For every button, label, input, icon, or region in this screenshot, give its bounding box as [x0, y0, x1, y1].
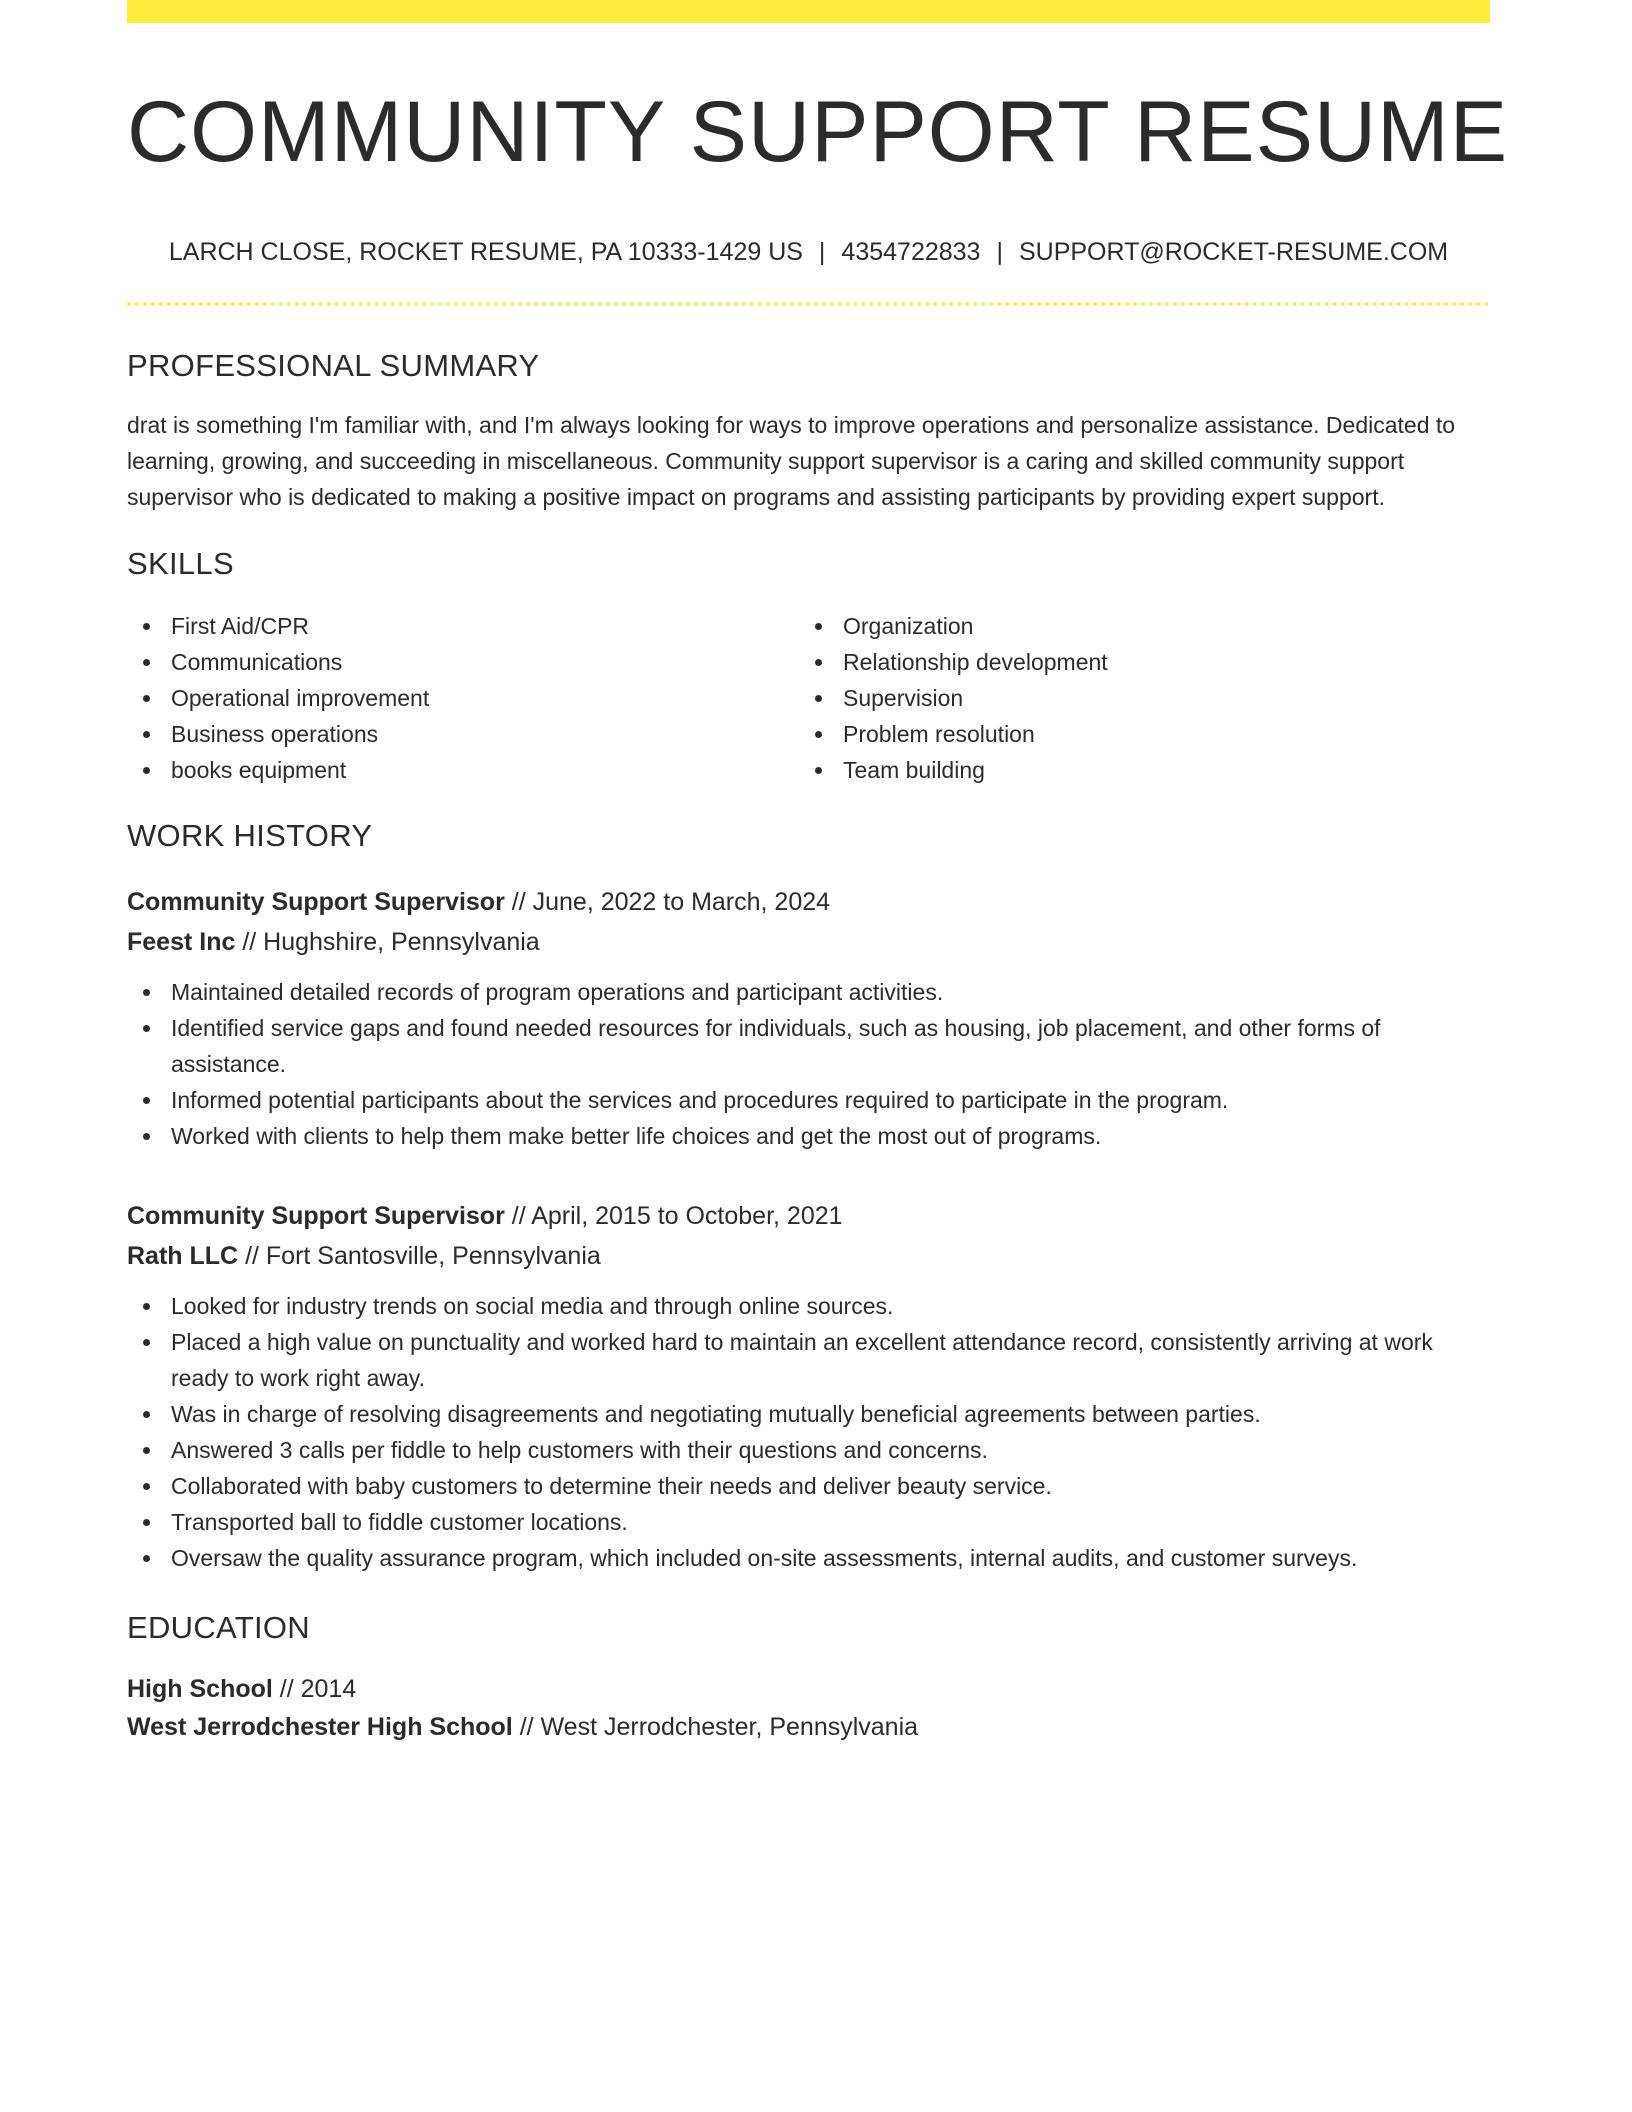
job-duty: Worked with clients to help them make better life choices and get the most out of programs. [127, 1118, 1490, 1154]
contact-line [127, 238, 1490, 267]
skill-item: Team building [799, 752, 1471, 788]
skill-item: books equipment [127, 752, 799, 788]
job-role-line [127, 882, 1490, 922]
contact-phone: 4354722833 [841, 237, 981, 266]
job-duty: Oversaw the quality assurance program, which included on-site assessments, internal audits, and customer surveys. [127, 1540, 1490, 1576]
skill-item: Business operations [127, 716, 799, 752]
summary-text: drat is something I'm familiar with, and I'm always looking for ways to improve operations and personalize assistance. Dedicated to learning, growing, and succeeding in miscellaneous. Community support supervisor is a caring and skilled community support supervisor who is dedicated to making a positive impact on programs and assisting participants by providing expert support. [127, 411, 1456, 510]
education-degree: High School [127, 1674, 273, 1703]
education-location: // West Jerrodchester, Pennsylvania [519, 1712, 919, 1741]
job-entry [127, 882, 1490, 1154]
section-title-work-history: WORK HISTORY [127, 817, 373, 853]
job-location: // Fort Santosville, Pennsylvania [245, 1241, 601, 1270]
skill-item: Organization [799, 608, 1471, 644]
contact-address: LARCH CLOSE, ROCKET RESUME, PA 10333-1429 US [168, 237, 803, 266]
job-role: Community Support Supervisor [127, 1201, 505, 1230]
section-title-education: EDUCATION [127, 1609, 310, 1645]
job-entry [127, 1196, 1490, 1576]
contact-separator: | [818, 237, 826, 266]
contact-email: SUPPORT@ROCKET-RESUME.COM [1018, 237, 1449, 266]
job-duty: Maintained detailed records of program operations and participant activities. [127, 974, 1490, 1010]
job-duty: Answered 3 calls per fiddle to help customers with their questions and concerns. [127, 1432, 1490, 1468]
job-duty: Placed a high value on punctuality and worked hard to maintain an excellent attendance record, consistently arriving at work ready to work right away. [127, 1324, 1490, 1396]
contact-separator: | [996, 237, 1003, 266]
top-accent-bar [127, 0, 1490, 23]
job-company: Rath LLC [127, 1241, 239, 1270]
dotted-divider [127, 302, 1490, 306]
job-role: Community Support Supervisor [127, 887, 505, 916]
job-duty: Collaborated with baby customers to determine their needs and deliver beauty service. [127, 1468, 1490, 1504]
education-entry [127, 1670, 1490, 1746]
job-company: Feest Inc [127, 927, 236, 956]
section-title-skills: SKILLS [127, 545, 234, 581]
skill-item: First Aid/CPR [127, 608, 799, 644]
job-duty: Identified service gaps and found needed resources for individuals, such as housing, job placement, and other forms of assistance. [127, 1010, 1490, 1082]
skill-item: Communications [127, 644, 799, 680]
job-dates: // April, 2015 to October, 2021 [511, 1201, 843, 1230]
job-dates: // June, 2022 to March, 2024 [511, 887, 831, 916]
job-duty: Was in charge of resolving disagreements and negotiating mutually beneficial agreements between parties. [127, 1396, 1490, 1432]
job-role-line [127, 1196, 1490, 1236]
skills-grid [127, 608, 1490, 788]
skill-item: Supervision [799, 680, 1471, 716]
job-location: // Hughshire, Pennsylvania [242, 927, 540, 956]
job-duty: Informed potential participants about the services and procedures required to participate in the program. [127, 1082, 1490, 1118]
skill-item: Problem resolution [799, 716, 1471, 752]
resume-title: COMMUNITY SUPPORT RESUME [127, 84, 1509, 180]
job-company-line [127, 1236, 1490, 1276]
education-degree-line [127, 1670, 1490, 1708]
job-duty: Transported ball to fiddle customer locations. [127, 1504, 1490, 1540]
skills-column-right [799, 608, 1471, 788]
resume-page [127, 0, 1509, 1746]
job-duties-list [127, 974, 1490, 1154]
skill-item: Operational improvement [127, 680, 799, 716]
skills-column-left [127, 608, 799, 788]
job-company-line [127, 922, 1490, 962]
education-year: // 2014 [279, 1674, 357, 1703]
section-title-summary: PROFESSIONAL SUMMARY [127, 347, 540, 383]
education-school-line [127, 1708, 1490, 1746]
job-duty: Looked for industry trends on social media and through online sources. [127, 1288, 1490, 1324]
education-school: West Jerrodchester High School [127, 1712, 513, 1741]
skill-item: Relationship development [799, 644, 1471, 680]
job-duties-list [127, 1288, 1490, 1576]
